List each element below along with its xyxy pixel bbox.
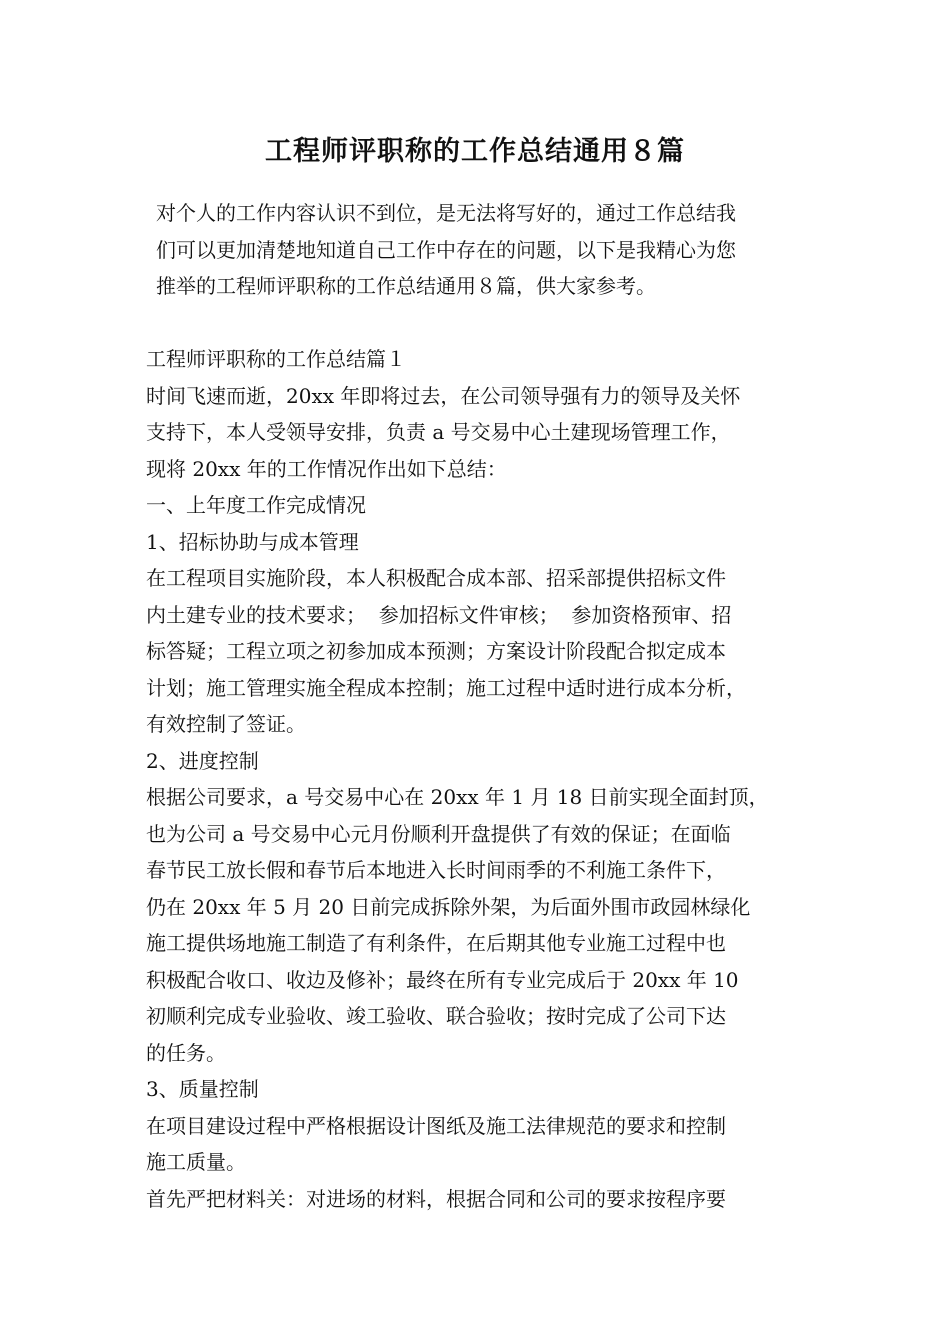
body-line: 初顺利完成专业验收、竣工验收、联合验收；按时完成了公司下达 (146, 1004, 726, 1028)
body-line: 在工程项目实施阶段，本人积极配合成本部、招采部提供招标文件 (146, 566, 726, 590)
document-body (146, 341, 826, 1217)
body-line: 现将 20xx 年的工作情况作出如下总结： (146, 456, 507, 481)
subsection-heading: 一、上年度工作完成情况 (146, 493, 366, 517)
body-line: 的任务。 (146, 1040, 226, 1065)
body-line: 标答疑；工程立项之初参加成本预测；方案设计阶段配合拟定成本 (146, 639, 726, 663)
intro-line: 对个人的工作内容认识不到位，是无法将写好的，通过工作总结我 (156, 201, 736, 225)
body-line: 根据公司要求，a 号交易中心在 20xx 年 1 月 18 日前实现全面封顶， (146, 785, 769, 809)
body-line: 施工提供场地施工制造了有利条件，在后期其他专业施工过程中也 (146, 931, 726, 955)
intro-line: 推举的工程师评职称的工作总结通用８篇，供大家参考。 (156, 274, 656, 298)
intro-paragraph (146, 195, 816, 305)
document-title: 工程师评职称的工作总结通用８篇 (265, 136, 685, 167)
section-heading: 工程师评职称的工作总结篇１ (146, 347, 406, 371)
body-line: 首先严把材料关：对进场的材料，根据合同和公司的要求按程序要 (146, 1186, 726, 1211)
body-line: 也为公司 a 号交易中心元月份顺利开盘提供了有效的保证；在面临 (146, 821, 731, 846)
subsection-heading: 2、进度控制 (146, 748, 259, 773)
body-line: 时间飞速而逝，20xx 年即将过去，在公司领导强有力的领导及关怀 (146, 383, 741, 408)
body-line: 内土建专业的技术要求； 参加招标文件审核； 参加资格预审、招 (146, 602, 732, 627)
body-line: 仍在 20xx 年 5 月 20 日前完成拆除外架，为后面外围市政园林绿化 (146, 894, 751, 919)
body-line: 积极配合收口、收边及修补；最终在所有专业完成后于 20xx 年 10 (146, 967, 739, 992)
intro-line: 们可以更加清楚地知道自己工作中存在的问题，以下是我精心为您 (156, 237, 736, 262)
body-line: 春节民工放长假和春节后本地进入长时间雨季的不利施工条件下， (146, 858, 726, 882)
body-line: 施工质量。 (146, 1150, 246, 1174)
body-line: 计划；施工管理实施全程成本控制；施工过程中适时进行成本分析， (146, 675, 746, 700)
subsection-heading: 1、招标协助与成本管理 (146, 529, 359, 554)
body-line: 支持下，本人受领导安排，负责 a 号交易中心土建现场管理工作， (146, 420, 731, 444)
body-line: 在项目建设过程中严格根据设计图纸及施工法律规范的要求和控制 (146, 1113, 726, 1138)
subsection-heading: 3、质量控制 (146, 1077, 259, 1101)
body-line: 有效控制了签证。 (146, 712, 306, 736)
